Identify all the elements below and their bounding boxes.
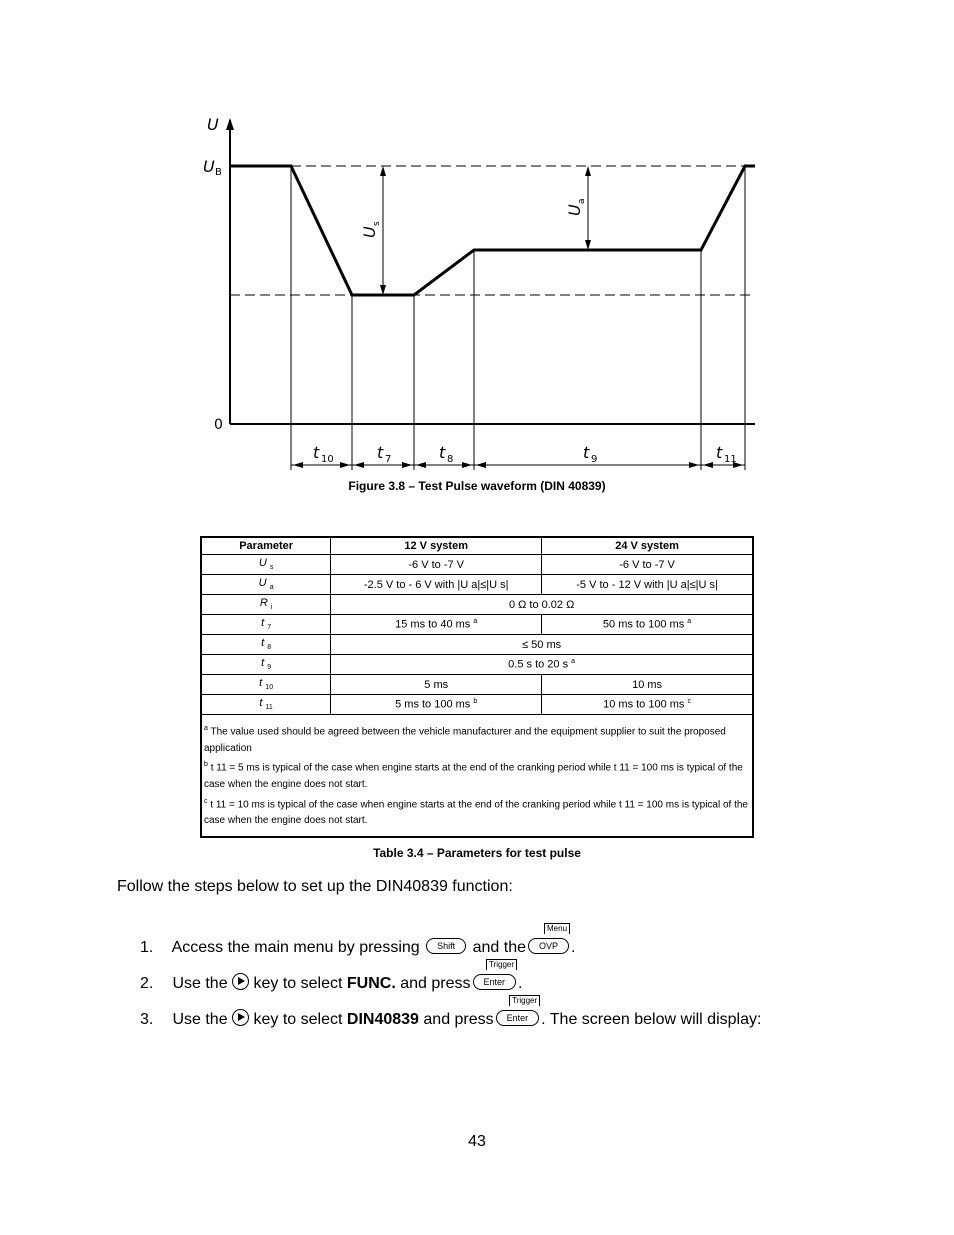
- table-caption: Table 3.4 – Parameters for test pulse: [373, 846, 581, 860]
- header-12v: 12 V system: [331, 537, 542, 555]
- shift-key-icon: Shift: [426, 938, 466, 954]
- table-row: t $_9$ 0.5 s to 20 s $^a$: [201, 655, 753, 675]
- table-row: t $_{10}$ 5 ms 10 ms: [201, 675, 753, 695]
- ovp-menu-key-icon: Menu OVP: [528, 938, 569, 954]
- ub-label: U: [203, 157, 215, 176]
- header-24v: 24 V system: [542, 537, 753, 555]
- step-3: 3. Use the key to select DIN40839 and press Trigger Enter . The screen below will display:: [140, 995, 762, 1028]
- pulse-waveform: [230, 166, 755, 295]
- table-row: U $_s$ -6 V to -7 V -6 V to -7 V: [201, 555, 753, 575]
- svg-text:B: B: [215, 167, 222, 178]
- table-notes-row: [201, 715, 753, 837]
- svg-text:9: 9: [591, 454, 598, 465]
- svg-text:a: a: [577, 198, 587, 204]
- table-row: t $_7$ 15 ms to 40 ms $^a$ 50 ms to 100 ms $^a$: [201, 615, 753, 635]
- enter-trigger-key-icon: Trigger Enter: [496, 1010, 540, 1026]
- svg-text:7: 7: [385, 454, 392, 465]
- footnote-a: $^a$ The value used should be agreed between the vehicle manufacturer and the equipment supplier to suit the proposed application: [204, 725, 726, 754]
- svg-text:10: 10: [321, 454, 334, 465]
- t10-label: t: [313, 443, 320, 462]
- footnote-b: $^b$ t 11 = 5 ms is typical of the case when engine starts at the end of the cranking period while t 11 = 100 ms is typical of the case when the engine does not start.: [204, 761, 743, 791]
- us-label: U: [360, 226, 379, 238]
- step-1: 1. Access the main menu by pressing Shift and the Menu OVP .: [140, 923, 576, 956]
- table-row: t $_8$ ≤ 50 ms: [201, 635, 753, 655]
- t8-label: t: [439, 443, 446, 462]
- page-number: 43: [468, 1133, 486, 1150]
- table-footnotes: [201, 715, 753, 837]
- parameters-table: [200, 536, 754, 838]
- t9-label: t: [583, 443, 590, 462]
- header-parameter: Parameter: [201, 537, 331, 555]
- t7-label: t: [377, 443, 384, 462]
- table-row: U $_a$ -2.5 V to - 6 V with |U a|≤|U s| -5 V to - 12 V with |U a|≤|U s|: [201, 575, 753, 595]
- test-pulse-waveform-figure: [195, 108, 760, 478]
- right-arrow-key-icon: [232, 1009, 249, 1026]
- svg-text:8: 8: [447, 454, 454, 465]
- u-axis-label: U: [207, 115, 219, 134]
- table-row: t $_{11}$ 5 ms to 100 ms $^b$ 10 ms to 100 ms $^c$: [201, 695, 753, 715]
- right-arrow-key-icon: [232, 973, 249, 990]
- ua-label: U: [565, 204, 584, 216]
- table-header-row: [201, 537, 753, 555]
- waveform-diagram: [195, 108, 760, 478]
- t11-label: t: [716, 443, 723, 462]
- footnote-c: $^c$ t 11 = 10 ms is typical of the case when engine starts at the end of the cranking period while t 11 = 100 ms is typical of the case when the engine does not start.: [204, 797, 748, 827]
- svg-text:s: s: [372, 221, 382, 226]
- zero-label: 0: [214, 417, 223, 433]
- table-row: R $_i$ 0 Ω to 0.02 Ω: [201, 595, 753, 615]
- figure-caption: Figure 3.8 – Test Pulse waveform (DIN 40839): [348, 479, 606, 493]
- y-axis-arrow: [226, 118, 234, 130]
- svg-text:11: 11: [724, 454, 737, 465]
- enter-trigger-key-icon: Trigger Enter: [473, 974, 517, 990]
- steps-list: [140, 923, 762, 1038]
- intro-text: Follow the steps below to set up the DIN40839 function:: [117, 878, 513, 895]
- step-2: 2. Use the key to select FUNC. and press Trigger Enter .: [140, 959, 523, 992]
